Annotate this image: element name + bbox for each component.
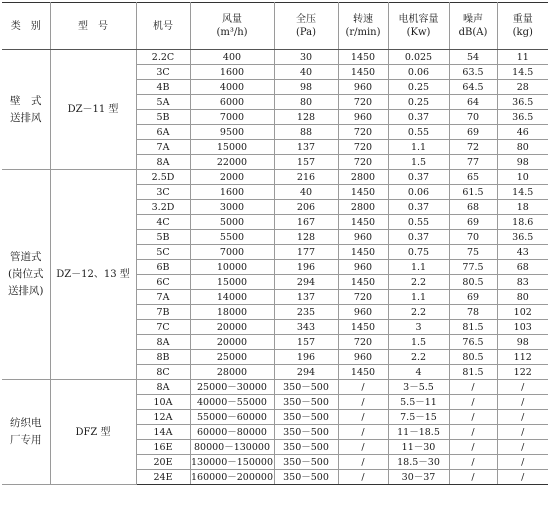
noise-cell: 64.5 [449, 80, 497, 95]
air-volume-cell: 1600 [190, 185, 274, 200]
category-line: 厂专用 [10, 434, 42, 446]
weight-cell: 46 [497, 125, 548, 140]
machine-no-cell: 4B [136, 80, 190, 95]
machine-no-cell: 5C [136, 245, 190, 260]
total-pressure-cell: 294 [274, 275, 338, 290]
air-volume-cell: 20000 [190, 320, 274, 335]
speed-cell: 1450 [338, 320, 388, 335]
model-cell: DZ－11 型 [50, 50, 136, 170]
speed-cell: / [338, 455, 388, 470]
total-pressure-cell: 350－500 [274, 440, 338, 455]
noise-cell: 78 [449, 305, 497, 320]
motor-capacity-cell: 0.55 [388, 125, 449, 140]
total-pressure-cell: 128 [274, 230, 338, 245]
category-cell [2, 170, 50, 380]
weight-cell: 102 [497, 305, 548, 320]
weight-cell: 14.5 [497, 185, 548, 200]
noise-cell: / [449, 380, 497, 395]
model-cell: DZ－12、13 型 [50, 170, 136, 380]
weight-cell: / [497, 470, 548, 485]
category-line: 壁 式 [10, 94, 42, 107]
weight-cell: 103 [497, 320, 548, 335]
total-pressure-cell: 235 [274, 305, 338, 320]
header-machine-no: 机号 [136, 3, 190, 50]
total-pressure-cell: 350－500 [274, 455, 338, 470]
motor-capacity-cell: 0.25 [388, 80, 449, 95]
noise-cell: / [449, 470, 497, 485]
air-volume-cell: 14000 [190, 290, 274, 305]
speed-cell: / [338, 410, 388, 425]
motor-capacity-cell: 0.37 [388, 200, 449, 215]
weight-cell: 122 [497, 365, 548, 380]
total-pressure-cell: 157 [274, 155, 338, 170]
machine-no-cell: 6B [136, 260, 190, 275]
table-row [2, 50, 548, 65]
total-pressure-cell: 196 [274, 260, 338, 275]
machine-no-cell: 2.5D [136, 170, 190, 185]
noise-cell: / [449, 425, 497, 440]
total-pressure-cell: 40 [274, 185, 338, 200]
weight-cell: / [497, 425, 548, 440]
fan-spec-table [2, 2, 548, 485]
machine-no-cell: 7C [136, 320, 190, 335]
speed-cell: 720 [338, 290, 388, 305]
header-speed: 转速 (r/min) [338, 3, 388, 50]
noise-cell: 54 [449, 50, 497, 65]
air-volume-cell: 4000 [190, 80, 274, 95]
total-pressure-cell: 343 [274, 320, 338, 335]
weight-cell: / [497, 395, 548, 410]
noise-cell: / [449, 440, 497, 455]
motor-capacity-cell: 0.55 [388, 215, 449, 230]
header-total-pressure: 全压 (Pa) [274, 3, 338, 50]
weight-cell: 112 [497, 350, 548, 365]
weight-cell: / [497, 380, 548, 395]
weight-cell: 36.5 [497, 95, 548, 110]
weight-cell: 36.5 [497, 110, 548, 125]
total-pressure-cell: 40 [274, 65, 338, 80]
noise-cell: 70 [449, 110, 497, 125]
total-pressure-cell: 196 [274, 350, 338, 365]
noise-cell: 69 [449, 215, 497, 230]
machine-no-cell: 7B [136, 305, 190, 320]
weight-cell: 36.5 [497, 230, 548, 245]
weight-cell: / [497, 410, 548, 425]
motor-capacity-cell: 0.37 [388, 170, 449, 185]
motor-capacity-cell: 5.5－11 [388, 395, 449, 410]
machine-no-cell: 3.2D [136, 200, 190, 215]
total-pressure-cell: 350－500 [274, 470, 338, 485]
weight-cell: / [497, 440, 548, 455]
motor-capacity-cell: 0.06 [388, 185, 449, 200]
motor-capacity-cell: 0.25 [388, 95, 449, 110]
motor-capacity-cell: 7.5－15 [388, 410, 449, 425]
speed-cell: 720 [338, 335, 388, 350]
machine-no-cell: 8A [136, 155, 190, 170]
noise-cell: 61.5 [449, 185, 497, 200]
motor-capacity-cell: 0.025 [388, 50, 449, 65]
speed-cell: 960 [338, 110, 388, 125]
air-volume-cell: 7000 [190, 110, 274, 125]
table-row [2, 170, 548, 185]
category-cell [2, 50, 50, 170]
category-line: 纺织电 [10, 417, 42, 429]
speed-cell: / [338, 425, 388, 440]
motor-capacity-cell: 2.2 [388, 350, 449, 365]
total-pressure-cell: 177 [274, 245, 338, 260]
speed-cell: 960 [338, 305, 388, 320]
motor-capacity-cell: 0.37 [388, 230, 449, 245]
noise-cell: 76.5 [449, 335, 497, 350]
noise-cell: 72 [449, 140, 497, 155]
machine-no-cell: 5B [136, 110, 190, 125]
total-pressure-cell: 350－500 [274, 395, 338, 410]
machine-no-cell: 10A [136, 395, 190, 410]
total-pressure-cell: 350－500 [274, 425, 338, 440]
air-volume-cell: 6000 [190, 95, 274, 110]
air-volume-cell: 2000 [190, 170, 274, 185]
speed-cell: 1450 [338, 185, 388, 200]
weight-cell: 18.6 [497, 215, 548, 230]
speed-cell: 960 [338, 260, 388, 275]
speed-cell: 1450 [338, 215, 388, 230]
speed-cell: 1450 [338, 50, 388, 65]
noise-cell: / [449, 395, 497, 410]
noise-cell: 77 [449, 155, 497, 170]
motor-capacity-cell: 1.1 [388, 290, 449, 305]
machine-no-cell: 8A [136, 335, 190, 350]
total-pressure-cell: 137 [274, 290, 338, 305]
machine-no-cell: 14A [136, 425, 190, 440]
speed-cell: 1450 [338, 65, 388, 80]
weight-cell: 14.5 [497, 65, 548, 80]
air-volume-cell: 60000－80000 [190, 425, 274, 440]
table-row [2, 380, 548, 395]
motor-capacity-cell: 30－37 [388, 470, 449, 485]
air-volume-cell: 15000 [190, 275, 274, 290]
total-pressure-cell: 137 [274, 140, 338, 155]
speed-cell: / [338, 470, 388, 485]
machine-no-cell: 6A [136, 125, 190, 140]
total-pressure-cell: 350－500 [274, 380, 338, 395]
table-body [2, 50, 548, 485]
noise-cell: 69 [449, 125, 497, 140]
speed-cell: / [338, 395, 388, 410]
total-pressure-cell: 216 [274, 170, 338, 185]
motor-capacity-cell: 1.5 [388, 335, 449, 350]
total-pressure-cell: 350－500 [274, 410, 338, 425]
air-volume-cell: 1600 [190, 65, 274, 80]
header-motor-capacity: 电机容量 (Kw) [388, 3, 449, 50]
motor-capacity-cell: 4 [388, 365, 449, 380]
total-pressure-cell: 128 [274, 110, 338, 125]
header-model: 型 号 [50, 3, 136, 50]
motor-capacity-cell: 0.75 [388, 245, 449, 260]
weight-cell: 80 [497, 290, 548, 305]
air-volume-cell: 160000－200000 [190, 471, 274, 483]
machine-no-cell: 6C [136, 275, 190, 290]
noise-cell: / [449, 455, 497, 470]
noise-cell: 80.5 [449, 350, 497, 365]
noise-cell: 81.5 [449, 320, 497, 335]
machine-no-cell: 2.2C [136, 50, 190, 65]
header-noise: 噪声 dB(A) [449, 3, 497, 50]
noise-cell: / [449, 410, 497, 425]
speed-cell: 720 [338, 140, 388, 155]
speed-cell: 720 [338, 125, 388, 140]
speed-cell: 1450 [338, 245, 388, 260]
motor-capacity-cell: 1.5 [388, 155, 449, 170]
air-volume-cell: 40000－55000 [190, 395, 274, 410]
category-line: 管道式 [10, 251, 42, 263]
machine-no-cell: 8C [136, 365, 190, 380]
air-volume-cell: 10000 [190, 260, 274, 275]
weight-cell: 83 [497, 275, 548, 290]
machine-no-cell: 3C [136, 185, 190, 200]
speed-cell: 960 [338, 350, 388, 365]
air-volume-cell: 55000－60000 [190, 410, 274, 425]
speed-cell: 720 [338, 155, 388, 170]
header-row [2, 3, 548, 50]
air-volume-cell: 80000－130000 [190, 440, 274, 455]
air-volume-cell: 20000 [190, 335, 274, 350]
machine-no-cell: 4C [136, 215, 190, 230]
air-volume-cell: 25000 [190, 350, 274, 365]
motor-capacity-cell: 1.1 [388, 260, 449, 275]
air-volume-cell: 25000－30000 [190, 380, 274, 395]
motor-capacity-cell: 3－5.5 [388, 380, 449, 395]
motor-capacity-cell: 0.06 [388, 65, 449, 80]
header-category: 类 别 [2, 3, 50, 50]
total-pressure-cell: 167 [274, 215, 338, 230]
header-air-volume: 风量 (m³/h) [190, 3, 274, 50]
total-pressure-cell: 206 [274, 200, 338, 215]
air-volume-cell: 18000 [190, 305, 274, 320]
weight-cell: 98 [497, 155, 548, 170]
air-volume-cell: 22000 [190, 155, 274, 170]
speed-cell: 960 [338, 80, 388, 95]
category-line: 送排风) [7, 285, 44, 297]
total-pressure-cell: 157 [274, 335, 338, 350]
category-cell [2, 380, 50, 485]
model-cell: DFZ 型 [50, 380, 136, 485]
air-volume-cell: 130000－150000 [190, 456, 274, 468]
machine-no-cell: 7A [136, 290, 190, 305]
total-pressure-cell: 294 [274, 365, 338, 380]
motor-capacity-cell: 11－18.5 [388, 425, 449, 440]
speed-cell: / [338, 440, 388, 455]
total-pressure-cell: 80 [274, 95, 338, 110]
weight-cell: 28 [497, 80, 548, 95]
speed-cell: 1450 [338, 275, 388, 290]
noise-cell: 81.5 [449, 365, 497, 380]
weight-cell: 80 [497, 140, 548, 155]
noise-cell: 68 [449, 200, 497, 215]
noise-cell: 69 [449, 290, 497, 305]
motor-capacity-cell: 11－30 [388, 440, 449, 455]
motor-capacity-cell: 18.5－30 [388, 455, 449, 470]
weight-cell: 11 [497, 50, 548, 65]
motor-capacity-cell: 2.2 [388, 305, 449, 320]
machine-no-cell: 12A [136, 410, 190, 425]
machine-no-cell: 24E [136, 470, 190, 485]
speed-cell: 720 [338, 95, 388, 110]
total-pressure-cell: 88 [274, 125, 338, 140]
machine-no-cell: 7A [136, 140, 190, 155]
total-pressure-cell: 98 [274, 80, 338, 95]
speed-cell: 1450 [338, 365, 388, 380]
category-line: 送排风 [10, 111, 42, 124]
air-volume-cell: 15000 [190, 140, 274, 155]
weight-cell: 43 [497, 245, 548, 260]
air-volume-cell: 5500 [190, 230, 274, 245]
air-volume-cell: 9500 [190, 125, 274, 140]
noise-cell: 70 [449, 230, 497, 245]
category-line: (岗位式 [7, 268, 44, 280]
motor-capacity-cell: 1.1 [388, 140, 449, 155]
machine-no-cell: 8B [136, 350, 190, 365]
motor-capacity-cell: 0.37 [388, 110, 449, 125]
noise-cell: 75 [449, 245, 497, 260]
machine-no-cell: 16E [136, 440, 190, 455]
weight-cell: 18 [497, 200, 548, 215]
header-weight: 重量 (kg) [497, 3, 548, 50]
noise-cell: 64 [449, 95, 497, 110]
machine-no-cell: 5B [136, 230, 190, 245]
machine-no-cell: 20E [136, 455, 190, 470]
machine-no-cell: 5A [136, 95, 190, 110]
motor-capacity-cell: 3 [388, 320, 449, 335]
motor-capacity-cell: 2.2 [388, 275, 449, 290]
air-volume-cell: 400 [190, 50, 274, 65]
noise-cell: 63.5 [449, 65, 497, 80]
air-volume-cell: 7000 [190, 245, 274, 260]
total-pressure-cell: 30 [274, 50, 338, 65]
noise-cell: 65 [449, 170, 497, 185]
speed-cell: / [338, 380, 388, 395]
weight-cell: 68 [497, 260, 548, 275]
speed-cell: 2800 [338, 200, 388, 215]
machine-no-cell: 8A [136, 380, 190, 395]
weight-cell: 98 [497, 335, 548, 350]
machine-no-cell: 3C [136, 65, 190, 80]
noise-cell: 77.5 [449, 260, 497, 275]
noise-cell: 80.5 [449, 275, 497, 290]
air-volume-cell: 28000 [190, 365, 274, 380]
air-volume-cell: 5000 [190, 215, 274, 230]
weight-cell: / [497, 455, 548, 470]
speed-cell: 2800 [338, 170, 388, 185]
speed-cell: 960 [338, 230, 388, 245]
air-volume-cell: 3000 [190, 200, 274, 215]
weight-cell: 10 [497, 170, 548, 185]
